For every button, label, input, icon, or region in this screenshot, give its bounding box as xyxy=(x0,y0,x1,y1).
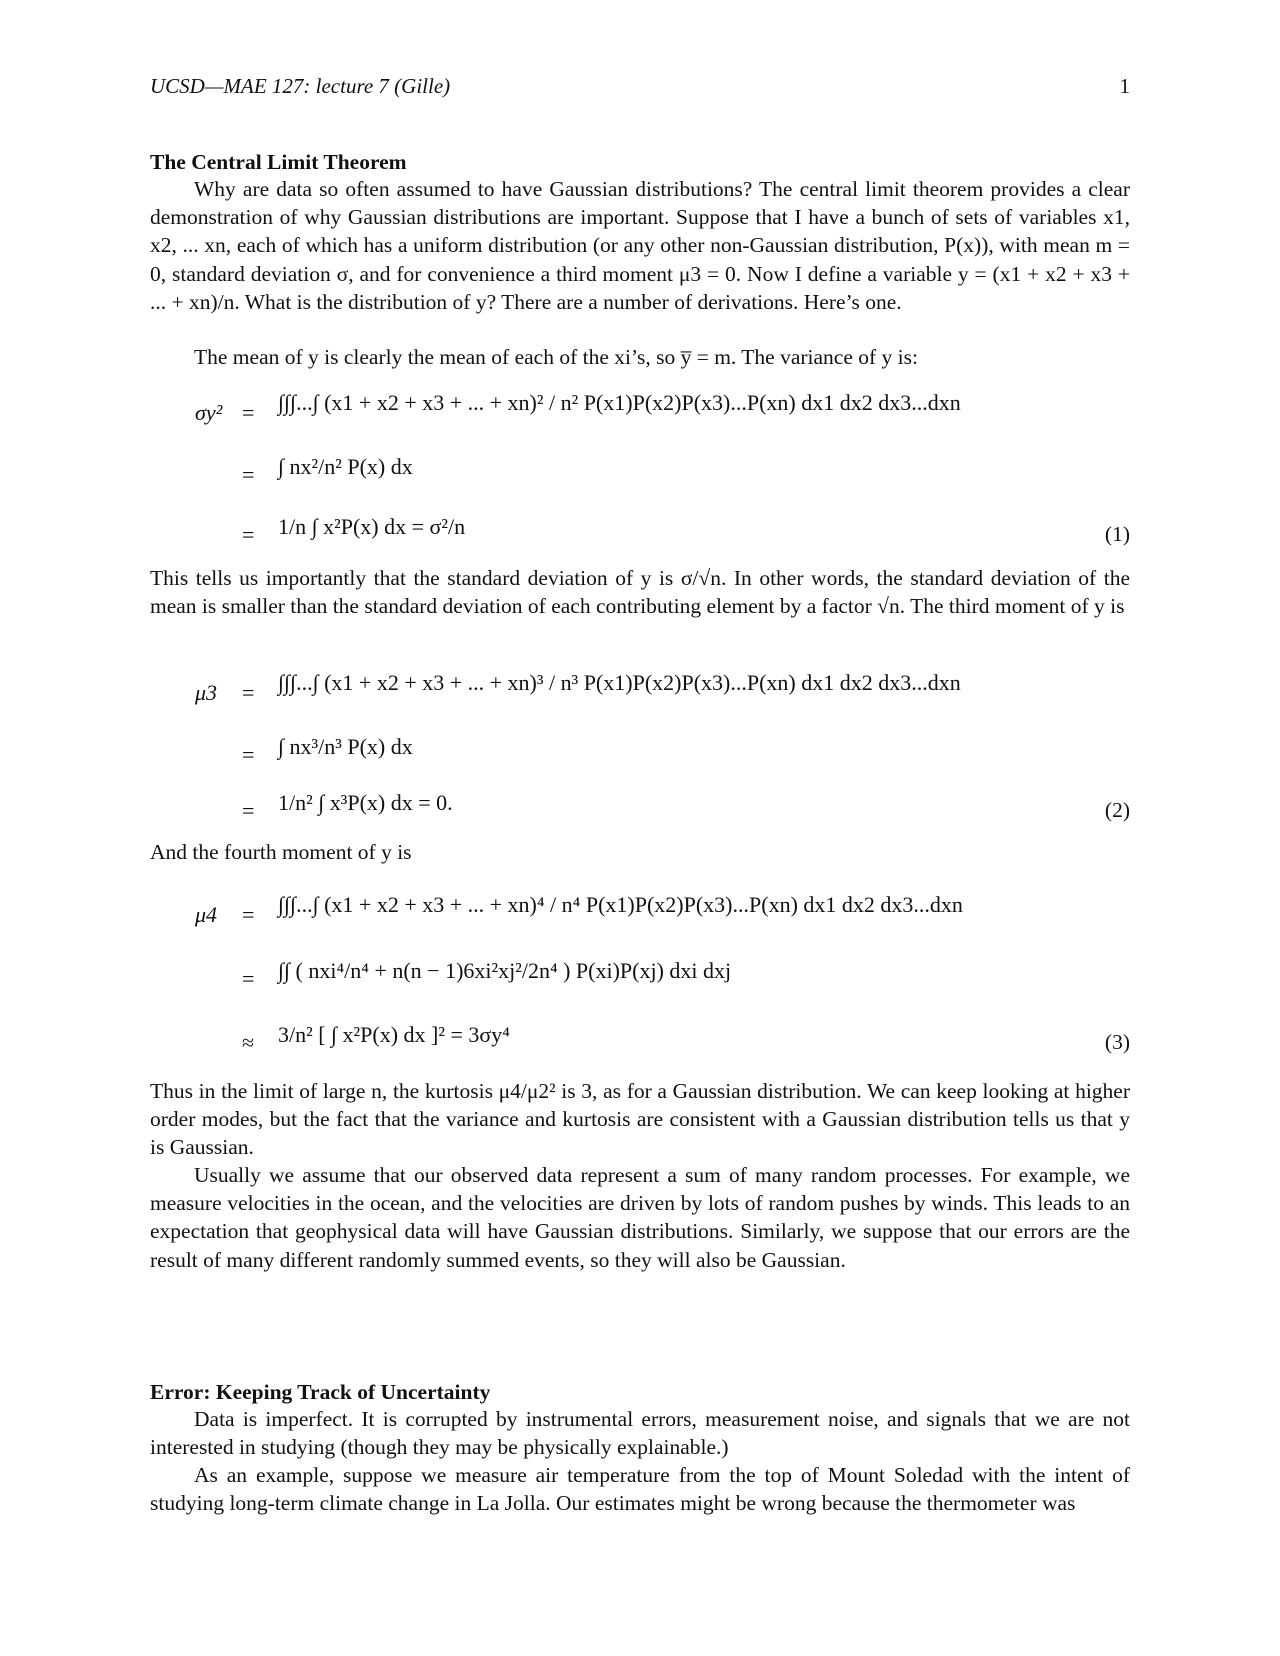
equation-3-rel-1: = xyxy=(242,902,255,927)
section-title-error: Error: Keeping Track of Uncertainty xyxy=(150,1380,491,1404)
paragraph-imperfect-data: Data is imperfect. It is corrupted by instrumental errors, measurement noise, and signals that we are not interested in studying (though they may be physically explainable.) xyxy=(150,1407,1130,1460)
equation-3-rel-3: ≈ xyxy=(242,1030,255,1055)
equation-1-line-2: ∫ nx²/n² P(x) dx xyxy=(278,454,413,479)
equation-2-rel-1: = xyxy=(242,680,255,705)
section-title-clt: The Central Limit Theorem xyxy=(150,150,407,174)
equation-1-number: (1) xyxy=(1104,522,1130,546)
paragraph-fourth-moment: And the fourth moment of y is xyxy=(150,840,412,864)
equation-3-rel-2: = xyxy=(242,966,255,991)
equation-1-rel-1: = xyxy=(242,400,255,425)
equation-1-line-1: ∫∫∫...∫ (x1 + x2 + x3 + ... + xn)² / n² P(x1)P(x2)P(x3)...P(xn) dx1 dx2 dx3...dxn xyxy=(278,390,961,415)
equation-2-lhs: μ3 xyxy=(195,680,218,705)
equation-3-line-2: ∫∫ ( nxi⁴/n⁴ + n(n − 1)6xi²xj²/2n⁴ ) P(xi)P(xj) dxi dxj xyxy=(278,958,732,983)
equation-3-number: (3) xyxy=(1104,1030,1130,1054)
paragraph-mean: The mean of y is clearly the mean of each of the xi’s, so y̅ = m. The variance of y is: xyxy=(194,345,918,369)
paragraph-kurtosis: Thus in the limit of large n, the kurtosis μ4/μ2² is 3, as for a Gaussian distribution. We can keep looking at higher order modes, but the fact that the variance and kurtosis are consistent with a Gaussian distribution tells us that y is Gaussian. xyxy=(150,1079,1130,1160)
equation-2-line-3: 1/n² ∫ x³P(x) dx = 0. xyxy=(278,790,453,815)
equation-3-line-1: ∫∫∫...∫ (x1 + x2 + x3 + ... + xn)⁴ / n⁴ P(x1)P(x2)P(x3)...P(xn) dx1 dx2 dx3...dxn xyxy=(278,892,963,917)
equation-2 xyxy=(150,662,1130,852)
equation-1 xyxy=(150,382,1130,572)
equation-1-rel-2: = xyxy=(242,462,255,487)
document-page xyxy=(150,70,1130,1640)
paragraph-std-dev: This tells us importantly that the standard deviation of y is σ/√n. In other words, the standard deviation of the mean is smaller than the standard deviation of each contributing element by a factor √n. The third moment of y is xyxy=(150,566,1130,619)
running-header xyxy=(150,70,1130,100)
equation-3 xyxy=(150,878,1130,1078)
equation-1-lhs: σy² xyxy=(195,400,223,425)
header-title: UCSD—MAE 127: lecture 7 (Gille) xyxy=(150,74,451,98)
paragraph-example: As an example, suppose we measure air temperature from the top of Mount Soledad with the intent of studying long-term climate change in La Jolla. Our estimates might be wrong because the thermometer was xyxy=(150,1463,1130,1516)
equation-3-line-3: 3/n² [ ∫ x²P(x) dx ]² = 3σy⁴ xyxy=(278,1022,510,1047)
equation-3-lhs: μ4 xyxy=(195,902,218,927)
paragraph-random-processes: Usually we assume that our observed data represent a sum of many random processes. For example, we measure velocities in the ocean, and the velocities are driven by lots of random pushes by winds. This leads to an expectation that geophysical data will have Gaussian distributions. Similarly, we suppose that our errors are the result of many different randomly summed events, so they will also be Gaussian. xyxy=(150,1163,1130,1272)
equation-2-line-2: ∫ nx³/n³ P(x) dx xyxy=(278,734,413,759)
equation-1-rel-3: = xyxy=(242,522,255,547)
equation-2-rel-3: = xyxy=(242,798,255,823)
equation-2-number: (2) xyxy=(1104,798,1130,822)
equation-2-rel-2: = xyxy=(242,742,255,767)
equation-2-line-1: ∫∫∫...∫ (x1 + x2 + x3 + ... + xn)³ / n³ P(x1)P(x2)P(x3)...P(xn) dx1 dx2 dx3...dxn xyxy=(278,670,961,695)
page-number: 1 xyxy=(1119,74,1130,98)
paragraph-intro: Why are data so often assumed to have Gaussian distributions? The central limit theorem provides a clear demonstration of why Gaussian distributions are important. Suppose that I have a bunch of sets of variables x1, x2, ... xn, each of which has a uniform distribution (or any other non-Gaussian distribution, P(x)), with mean m = 0, standard deviation σ, and for convenience a third moment μ3 = 0. Now I define a variable y = (x1 + x2 + x3 + ... + xn)/n. What is the distribution of y? There are a number of derivations. Here’s one. xyxy=(150,177,1130,314)
equation-1-line-3: 1/n ∫ x²P(x) dx = σ²/n xyxy=(278,514,466,539)
